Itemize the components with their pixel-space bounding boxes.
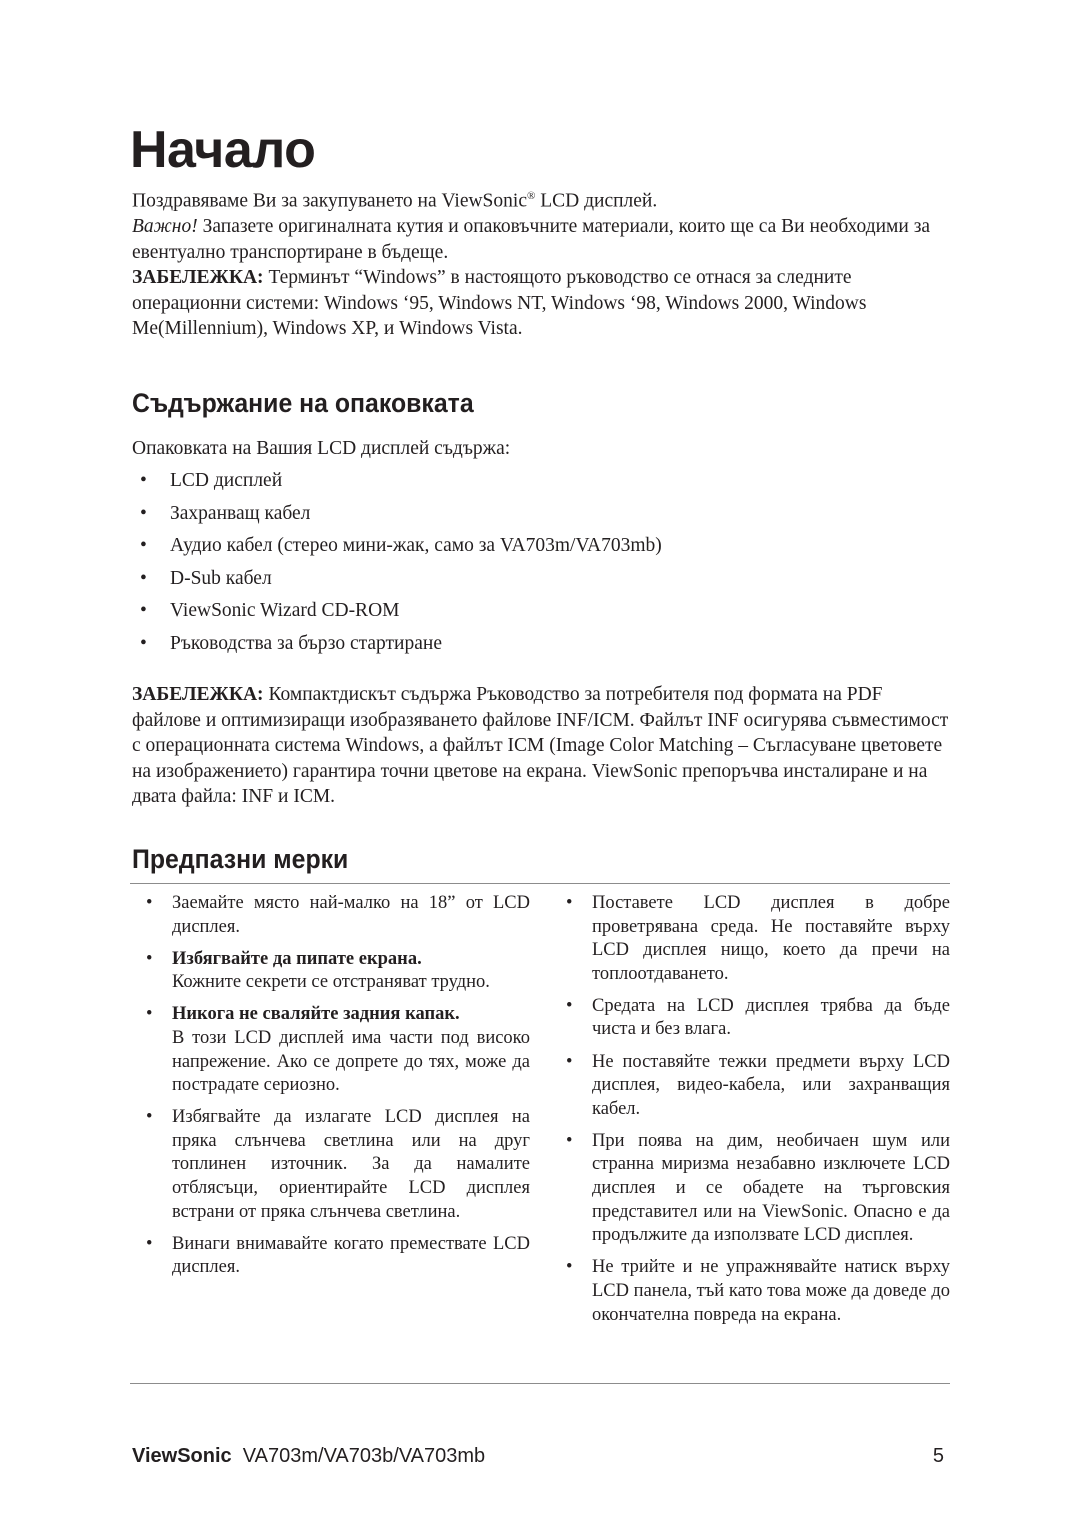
package-list: [140, 468, 662, 664]
note-label: ЗАБЕЛЕЖКА:: [132, 684, 264, 705]
precautions-left-column: [146, 892, 530, 1288]
package-intro: Опаковката на Вашия LCD дисплей съдържа:: [132, 438, 511, 459]
list-item: • D-Sub кабел: [140, 566, 662, 599]
divider: [130, 883, 950, 884]
intro-congrats: Поздравяваме Ви за закупуването на ViewSonic® LCD дисплей.: [132, 190, 658, 212]
list-item: • Винаги внимавайте когато премествате LCD дисплея.: [146, 1233, 530, 1280]
intro-important: Важно! Запазете оригиналната кутия и опаковъчните материали, които ще са Ви необходими за евентуално транспортиране в бъдеще.: [132, 216, 931, 263]
list-item: • Избягвайте да излагате LCD дисплея на пряка слънчева светлина или на друг топлинен източник. За да намалите отблясъци, ориентирайте LCD дисплея встрани от пряка слънчева светлина.: [146, 1106, 530, 1224]
page-number: 5: [932, 1445, 944, 1467]
divider: [130, 1383, 950, 1384]
list-item: • LCD дисплей: [140, 468, 662, 501]
footer: [132, 1443, 485, 1469]
list-item: • Не трийте и не упражнявайте натиск върху LCD панела, тъй като това може да доведе до окончателна повреда на екрана.: [566, 1256, 950, 1327]
footer-model: VA703m/VA703b/VA703mb: [242, 1445, 486, 1467]
list-item: • Поставете LCD дисплея в добре проветрявана среда. Не поставяйте върху LCD дисплея нищо, което да пречи на топлоотдаването.: [566, 892, 950, 986]
list-item: • При поява на дим, необичаен шум или странна миризма незабавно изключете LCD дисплея и се обадете на търговския представител или на ViewSonic. Опасно е да продължите да използвате LCD дисплея.: [566, 1130, 950, 1248]
warning-bold: Никога не сваляйте задния капак.: [172, 1004, 460, 1025]
section-heading-precautions: Предпазни мерки: [132, 844, 349, 874]
registered-mark: ®: [526, 190, 536, 202]
list-item: • Никога не сваляйте задния капак. В този LCD дисплей има части под високо напрежение. Ако се допрете до тях, може да пострадате сериозно.: [146, 1003, 530, 1097]
intro-note: ЗАБЕЛЕЖКА: Терминът “Windows” в настоящото ръководство се отнася за следните операционни системи: Windows ‘95, Windows NT, Windows ‘98, Windows 2000, Windows Me(Millennium), Windows XP, и Windows Vista.: [132, 267, 867, 339]
footer-brand: ViewSonic: [132, 1445, 232, 1467]
important-label: Важно!: [132, 216, 198, 237]
list-item: • Захранващ кабел: [140, 501, 662, 534]
warning-bold: Избягвайте да пипате екрана.: [172, 948, 422, 969]
list-item: • Не поставяйте тежки предмети върху LCD дисплея, видео-кабела, или захранващия кабел.: [566, 1051, 950, 1122]
list-item: • Заемайте място най-малко на 18” от LCD дисплея.: [146, 892, 530, 939]
cd-note: ЗАБЕЛЕЖКА: Компактдискът съдържа Ръководство за потребителя под формата на PDF файлове и оптимизиращи изобразяването файлове INF/ICM. Файлът INF осигурява съвместимост с операционната система Windows, а файлът ICM (Image Color Matching – Съгласуване цветовете на изображението) гарантира точни цветове на екрана. ViewSonic препоръчва инсталиране и на двата файла: INF и ICM.: [132, 684, 949, 808]
list-item: • ViewSonic Wizard CD-ROM: [140, 598, 662, 631]
list-item: • Аудио кабел (стерео мини-жак, само за VA703m/VA703mb): [140, 533, 662, 566]
intro-section: [132, 184, 952, 342]
list-item: • Избягвайте да пипате екрана. Кожните секрети се отстраняват трудно.: [146, 948, 530, 995]
list-item: • Средата на LCD дисплея трябва да бъде чиста и без влага.: [566, 995, 950, 1042]
note-label: ЗАБЕЛЕЖКА:: [132, 267, 264, 288]
section-heading-contents: Съдържание на опаковката: [132, 388, 474, 418]
precautions-right-column: [566, 892, 950, 1336]
list-item: • Ръководства за бързо стартиране: [140, 631, 662, 664]
page-title: Начало: [130, 121, 316, 179]
